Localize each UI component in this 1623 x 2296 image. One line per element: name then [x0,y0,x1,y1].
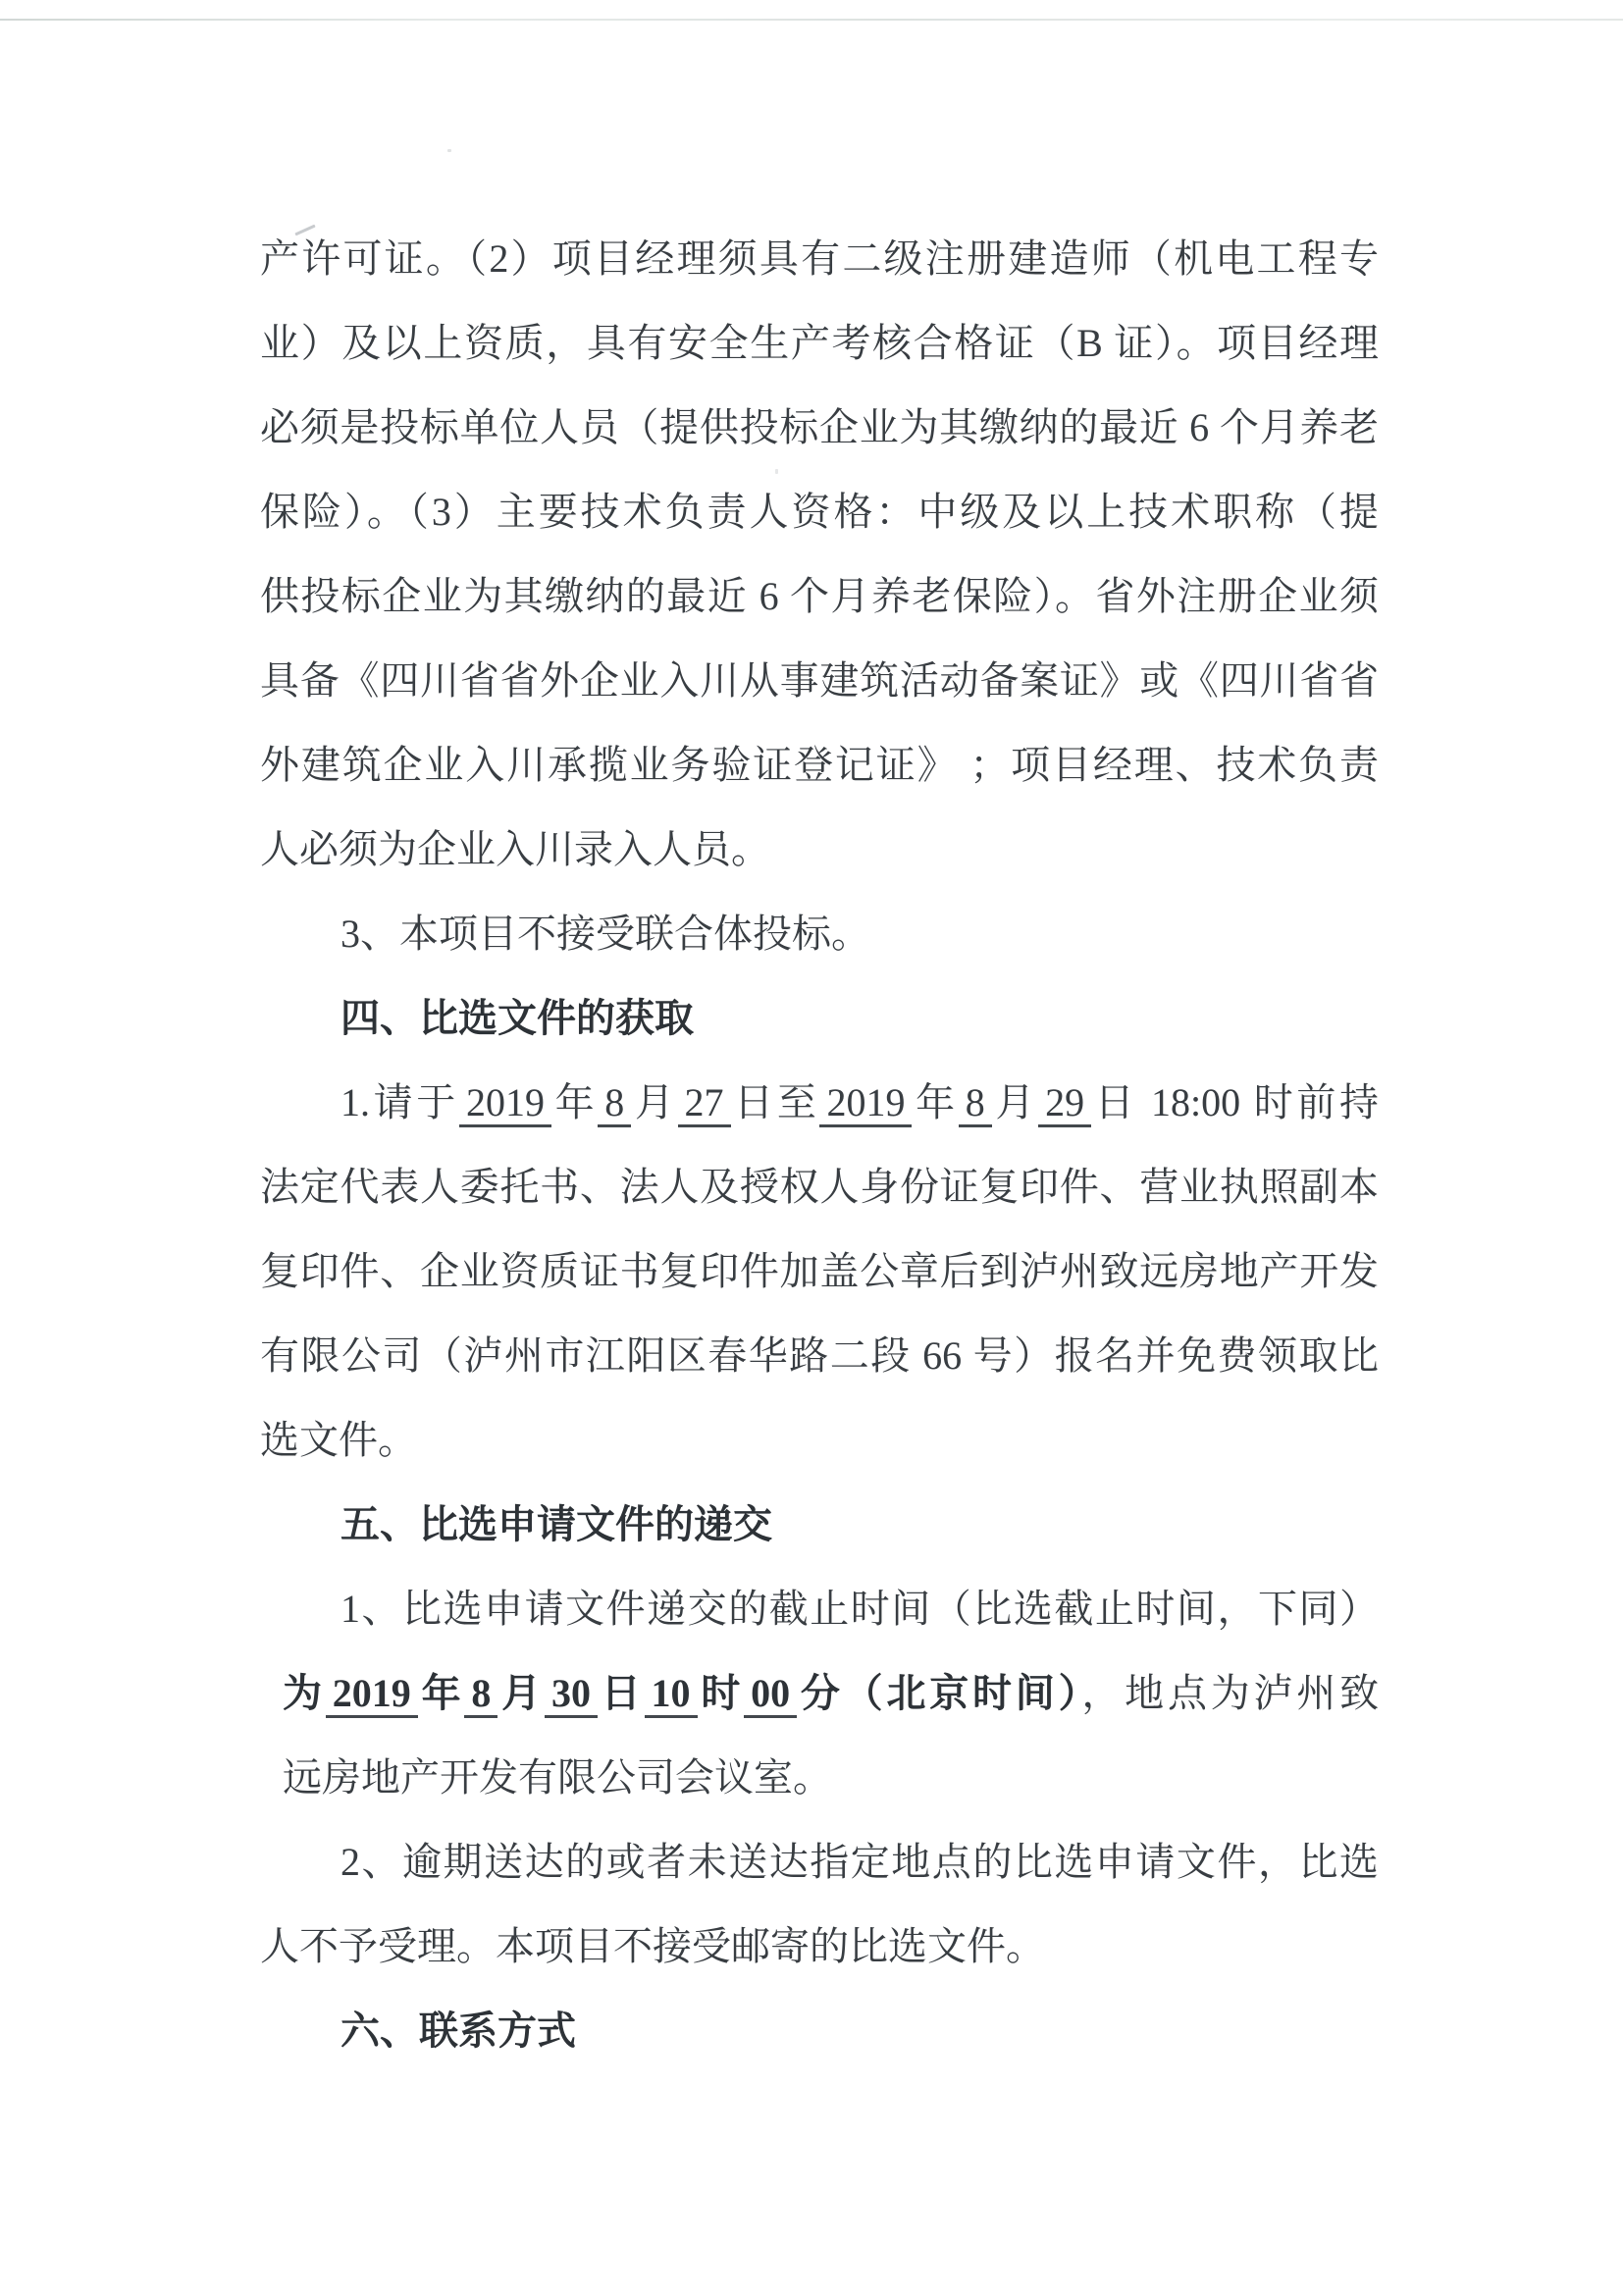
text-run: 3、本项目不接受联合体投标。 [340,912,870,956]
scan-speck [447,149,451,152]
text-run: 日 18:00 时前持 [1091,1080,1380,1124]
document-line [260,1398,1379,1483]
underlined-value: 2019 [819,1080,912,1127]
document-line [260,1820,1379,1905]
text-run: 具备《四川省省外企业入川从事建筑活动备案证》或《四川省省 [260,658,1379,703]
text-run: 月 [991,1080,1039,1124]
text-run: 月 [631,1080,678,1124]
document-line [260,1736,1379,1820]
underlined-value: 27 [678,1080,731,1127]
text-run: 1.请于 [340,1080,459,1124]
underlined-value: 00 [744,1671,797,1718]
text-run: 有限公司（泸州市江阳区春华路二段 66 号）报名并免费领取比 [260,1333,1379,1378]
heading-text: 月 [497,1671,545,1715]
document-line [260,1905,1379,1989]
underlined-value: 8 [959,1080,992,1127]
underlined-value: 8 [464,1671,497,1718]
text-run: 1、比选申请文件递交的截止时间（比选截止时间，下同） [340,1587,1379,1631]
document-line [260,1314,1379,1398]
text-run: 选文件。 [260,1418,417,1462]
text-run: 远房地产开发有限公司会议室。 [283,1755,832,1800]
document-line [260,301,1379,386]
underlined-value: 2019 [326,1671,418,1718]
underlined-value: 8 [598,1080,631,1127]
document-line [260,723,1379,808]
text-run: 外建筑企业入川承揽业务验证登记证》 ；项目经理、技术负责 [260,743,1379,787]
text-run: 保险）。（3）主要技术负责人资格：中级及以上技术职称（提 [260,490,1379,534]
document-line [260,808,1379,892]
scan-artifact-line [0,19,1623,21]
heading-text: 为 [283,1671,326,1715]
document-line [260,1651,1379,1736]
document-body [260,217,1379,2073]
heading-text: 五、比选申请文件的递交 [340,1502,772,1546]
document-line [260,217,1379,301]
heading-text: 六、联系方式 [340,2009,576,2053]
heading-text: 四、比选文件的获取 [340,996,694,1040]
document-line [260,1229,1379,1314]
document-line [260,1989,1379,2073]
text-run: 年 [912,1080,959,1124]
document-line [260,892,1379,976]
heading-text: 年 [417,1671,465,1715]
text-run: 供投标企业为其缴纳的最近 6 个月养老保险）。省外注册企业须 [260,574,1379,618]
document-line [260,639,1379,723]
underlined-value: 29 [1038,1080,1091,1127]
heading-text: 分（北京时间） [797,1671,1082,1715]
text-run: 业）及以上资质，具有安全生产考核合格证（B 证）。项目经理 [260,321,1379,365]
underlined-value: 30 [545,1671,598,1718]
text-run: 人必须为企业入川录入人员。 [260,827,770,871]
document-line [260,1061,1379,1145]
document-line [260,470,1379,554]
heading-text: 时 [697,1671,745,1715]
document-line [260,1145,1379,1229]
text-run: 必须是投标单位人员（提供投标企业为其缴纳的最近 6 个月养老 [260,405,1379,449]
underlined-value: 10 [645,1671,698,1718]
document-line [260,1567,1379,1651]
text-run: 日至 [730,1080,820,1124]
underlined-value: 2019 [459,1080,551,1127]
text-run: 复印件、企业资质证书复印件加盖公章后到泸州致远房地产开发 [260,1249,1379,1293]
heading-text: 日 [597,1671,645,1715]
text-run: 人不予受理。本项目不接受邮寄的比选文件。 [260,1924,1045,1968]
text-run: 产许可证。（2）项目经理须具有二级注册建造师（机电工程专 [260,236,1379,281]
text-run: 法定代表人委托书、法人及授权人身份证复印件、营业执照副本 [260,1165,1379,1209]
text-run: 2、逾期送达的或者未送达指定地点的比选申请文件，比选 [340,1840,1379,1884]
document-line [260,386,1379,470]
text-run: ，地点为泸州致 [1081,1671,1380,1715]
document-line [260,1483,1379,1567]
document-line [260,554,1379,639]
text-run: 年 [550,1080,599,1124]
document-line [260,976,1379,1061]
